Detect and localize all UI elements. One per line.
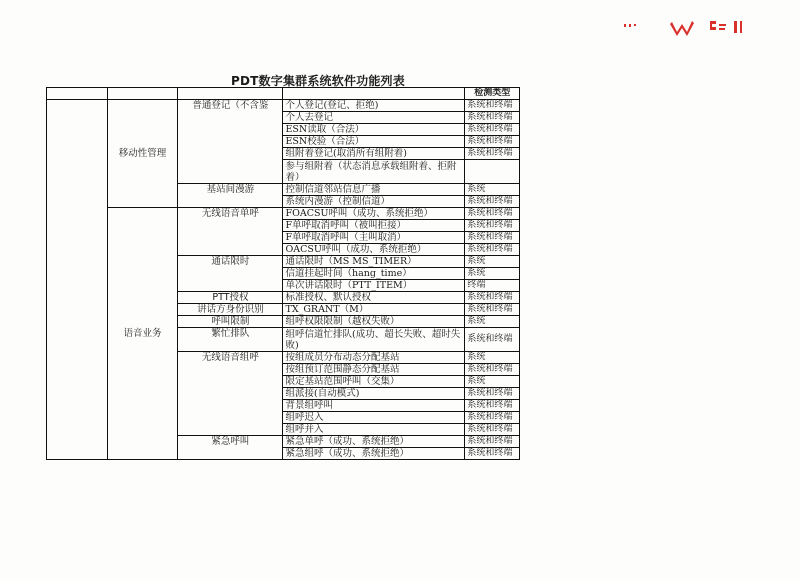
type-value: 系统和终端 xyxy=(465,388,520,400)
function-name: 基站间漫游 xyxy=(178,184,283,208)
stamp-marks xyxy=(624,16,754,38)
type-value: 系统和终端 xyxy=(465,100,520,112)
type-value: 系统和终端 xyxy=(465,244,520,256)
type-value: 系统和终端 xyxy=(465,448,520,460)
item-text: 组附着登记(取消所有组附着) xyxy=(283,148,465,160)
item-text: ESN读取（合法） xyxy=(283,124,465,136)
type-value: 终端 xyxy=(465,280,520,292)
function-name: 紧急呼叫 xyxy=(178,436,283,460)
item-text: 个人登记(登记、拒绝) xyxy=(283,100,465,112)
item-text: 通话限时（MS MS_TIMER） xyxy=(283,256,465,268)
header-type-label: 检测类型 xyxy=(465,88,520,100)
item-text: 背景组呼叫 xyxy=(283,400,465,412)
item-text: F单呼取消呼叫（主叫取消） xyxy=(283,232,465,244)
type-value: 系统和终端 xyxy=(465,436,520,448)
item-text: 标准授权、默认授权 xyxy=(283,292,465,304)
type-value xyxy=(465,160,520,184)
item-text: 按组预订范围静态分配基站 xyxy=(283,364,465,376)
type-value: 系统和终端 xyxy=(465,292,520,304)
function-name: 通话限时 xyxy=(178,256,283,292)
item-text: 组呼权限限制（越权失败） xyxy=(283,316,465,328)
type-value: 系统和终端 xyxy=(465,364,520,376)
type-value: 系统和终端 xyxy=(465,424,520,436)
function-name: 繁忙排队 xyxy=(178,328,283,352)
item-text: ESN校验（合法） xyxy=(283,136,465,148)
function-name: 呼叫限制 xyxy=(178,316,283,328)
table-row xyxy=(47,100,520,112)
type-value: 系统和终端 xyxy=(465,304,520,316)
type-value: 系统和终端 xyxy=(465,232,520,244)
item-text: 个人去登记 xyxy=(283,112,465,124)
item-text: 紧急组呼（成功、系统拒绝） xyxy=(283,448,465,460)
function-name: 普通登记（不含鉴 xyxy=(178,100,283,184)
function-name: 无线语音组呼 xyxy=(178,352,283,436)
blank-column-cell xyxy=(47,100,108,460)
item-text: 控制信道邻站信息广播 xyxy=(283,184,465,196)
type-value: 系统和终端 xyxy=(465,196,520,208)
item-text: F单呼取消呼叫（被叫拒接） xyxy=(283,220,465,232)
type-value: 系统 xyxy=(465,352,520,364)
type-value: 系统和终端 xyxy=(465,220,520,232)
item-text: 参与组附着（状态消息承载组附着、拒附着） xyxy=(283,160,465,184)
type-value: 系统和终端 xyxy=(465,412,520,424)
function-name: PTT授权 xyxy=(178,292,283,304)
item-text: 组呼信道忙排队(成功、超长失败、超时失败) xyxy=(283,328,465,352)
type-value: 系统和终端 xyxy=(465,148,520,160)
header-function-cell xyxy=(178,88,283,100)
function-table xyxy=(46,87,520,460)
item-text: 组呼并入 xyxy=(283,424,465,436)
item-text: 限定基站范围呼叫（交集） xyxy=(283,376,465,388)
type-value: 系统和终端 xyxy=(465,112,520,124)
type-value: 系统和终端 xyxy=(465,136,520,148)
item-text: 紧急单呼（成功、系统拒绝） xyxy=(283,436,465,448)
function-name: 讲话方身份识别 xyxy=(178,304,283,316)
item-text: 按组成员分布动态分配基站 xyxy=(283,352,465,364)
page-title: PDT数字集群系统软件功能列表 xyxy=(231,74,405,88)
table-row xyxy=(47,208,520,220)
function-name: 无线语音单呼 xyxy=(178,208,283,256)
type-value: 系统和终端 xyxy=(465,400,520,412)
module-name: 移动性管理 xyxy=(107,100,178,208)
item-text: OACSU呼叫（成功、系统拒绝） xyxy=(283,244,465,256)
item-text: FOACSU呼叫（成功、系统拒绝） xyxy=(283,208,465,220)
item-text: TX_GRANT（M） xyxy=(283,304,465,316)
header-module-cell xyxy=(107,88,178,100)
header-item-cell xyxy=(283,88,465,100)
item-text: 系统内漫游（控制信道） xyxy=(283,196,465,208)
item-text: 组呼迟入 xyxy=(283,412,465,424)
type-value: 系统和终端 xyxy=(465,208,520,220)
type-value: 系统和终端 xyxy=(465,328,520,352)
type-value: 系统和终端 xyxy=(465,124,520,136)
type-value: 系统 xyxy=(465,376,520,388)
item-text: 单次讲话限时（PTT_ITEM） xyxy=(283,280,465,292)
item-text: 组派接(自动模式) xyxy=(283,388,465,400)
type-value: 系统 xyxy=(465,256,520,268)
module-name: 语音业务 xyxy=(107,208,178,460)
header-blank-cell xyxy=(47,88,108,100)
item-text: 信道挂起时间（hang_time） xyxy=(283,268,465,280)
type-value: 系统 xyxy=(465,184,520,196)
type-value: 系统 xyxy=(465,316,520,328)
type-value: 系统 xyxy=(465,268,520,280)
